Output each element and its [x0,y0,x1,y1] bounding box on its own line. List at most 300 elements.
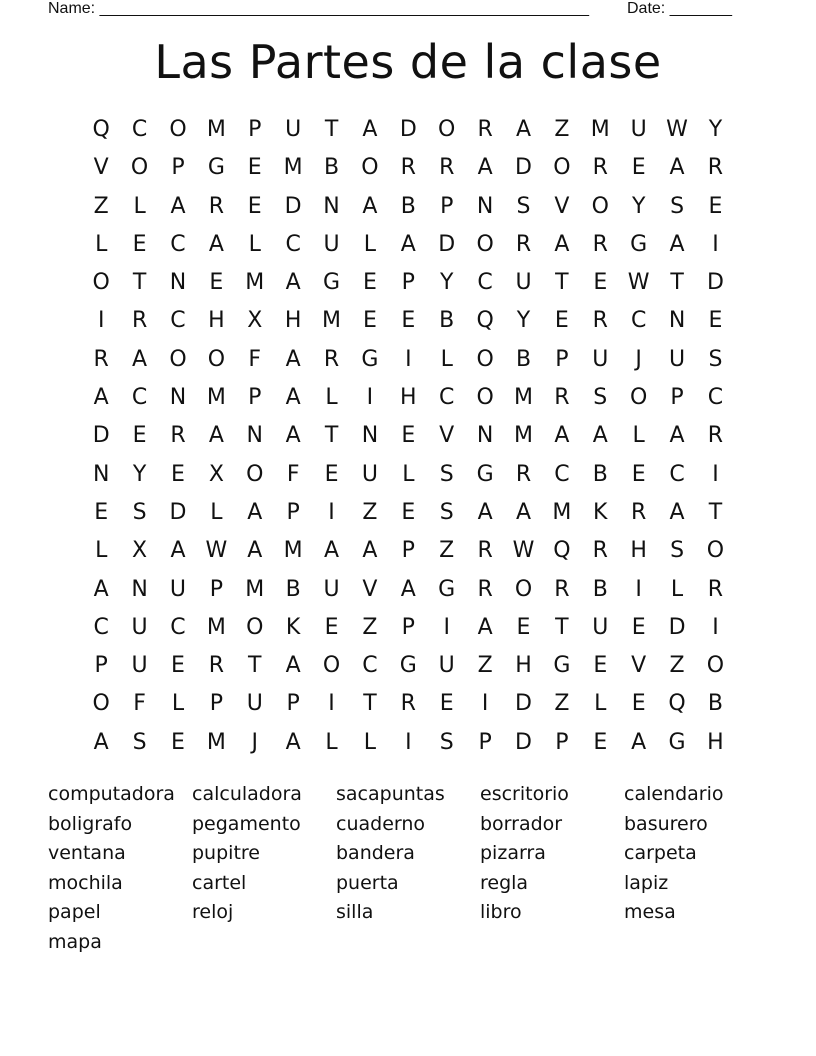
grid-letter: N [92,461,110,487]
grid-letter: C [131,385,148,411]
grid-letter: E [593,653,608,679]
grid-letter: F [133,691,146,717]
grid-letter: E [708,308,723,334]
grid-letter: R [477,117,493,142]
grid-letter: P [401,614,415,640]
grid-letter: A [400,231,416,257]
grid-letter: O [169,117,187,142]
word-bank-item: puerta [336,871,399,894]
grid-letter: M [206,385,226,411]
grid-letter: D [399,117,417,142]
grid-row [82,571,735,609]
word-bank-item: regla [480,871,529,894]
grid-row [82,264,735,302]
grid-letter: A [285,346,301,372]
grid-letter: P [555,346,569,372]
grid-letter: O [591,193,609,219]
word-bank-item: boligrafo [48,812,133,835]
grid-letter: Y [631,193,646,219]
grid-letter: R [554,385,570,411]
grid-letter: C [362,653,378,679]
grid-letter: I [366,385,374,411]
grid-letter: U [630,117,647,142]
grid-letter: G [323,270,341,296]
grid-letter: P [171,155,185,181]
grid-letter: V [554,193,570,219]
grid-letter: S [708,346,723,372]
grid-letter: B [439,308,455,334]
grid-letter: E [708,193,723,219]
grid-letter: E [324,614,339,640]
grid-letter: A [554,231,570,257]
grid-letter: Y [132,461,147,487]
grid-letter: E [554,308,569,334]
name-line: Name: _______________________________________________________ [48,0,589,17]
grid-letter: S [516,193,531,219]
grid-letter: I [405,729,412,755]
grid-letter: O [476,385,494,411]
grid-letter: G [438,576,456,602]
grid-letter: M [590,117,610,142]
grid-letter: L [325,385,338,411]
grid-letter: E [171,461,185,487]
grid-letter: O [630,385,648,411]
grid-letter: D [668,614,686,640]
grid-letter: Z [362,614,378,640]
word-bank-item: lapiz [624,871,669,894]
grid-letter: L [95,231,108,257]
grid-letter: O [476,346,494,372]
grid-letter: A [631,729,647,755]
grid-letter: N [476,193,494,219]
grid-letter: A [247,499,263,525]
grid-letter: R [477,576,493,602]
grid-letter: S [439,729,454,755]
grid-letter: Z [477,653,493,679]
grid-letter: R [208,193,225,219]
grid-letter: D [515,691,532,717]
grid-letter: C [669,461,685,487]
grid-letter: X [132,538,148,564]
grid-letter: A [669,155,685,181]
grid-letter: M [206,117,226,142]
grid-letter: E [362,270,377,296]
word-bank-item: cartel [192,871,247,894]
grid-letter: T [363,691,377,717]
grid-letter: A [208,231,224,257]
grid-letter: V [631,653,647,679]
grid-letter: D [515,729,532,755]
word-bank-item: carpeta [624,842,697,865]
grid-letter: P [209,691,223,717]
grid-letter: A [669,499,685,525]
grid-row [82,724,735,762]
grid-letter: R [131,308,148,334]
grid-letter: U [131,614,148,640]
grid-letter: N [169,270,187,296]
grid-letter: R [208,653,225,679]
grid-letter: E [247,193,262,219]
grid-letter: E [247,155,262,181]
grid-letter: E [171,653,185,679]
grid-letter: D [92,423,110,449]
grid-letter: U [323,231,340,257]
grid-letter: R [439,155,455,181]
word-bank-item: reloj [192,901,234,924]
grid-letter: S [132,729,147,755]
grid-letter: P [478,729,492,755]
grid-letter: H [284,308,302,334]
grid-letter: R [400,691,416,717]
grid-letter: M [514,385,533,411]
grid-letter: A [132,346,148,372]
grid-letter: M [245,270,265,296]
grid-letter: U [246,691,263,717]
grid-letter: A [362,538,378,564]
grid-letter: N [169,385,187,411]
grid-letter: P [401,270,415,296]
grid-letter: T [132,270,147,296]
grid-letter: G [668,729,686,755]
grid-letter: E [401,499,416,525]
grid-letter: N [131,576,148,602]
grid-letter: D [169,499,187,525]
grid-letter: T [324,423,339,449]
grid-letter: B [285,576,301,602]
grid-letter: F [286,461,300,487]
grid-letter: U [361,461,378,487]
grid-letter: C [170,308,186,334]
grid-letter: G [399,653,417,679]
grid-letter: B [592,461,608,487]
grid-letter: U [592,614,609,640]
grid-letter: A [400,576,416,602]
grid-letter: A [324,538,340,564]
grid-letter: C [170,614,186,640]
grid-letter: E [401,423,416,449]
grid-letter: C [93,614,109,640]
grid-letter: J [635,346,642,372]
grid-letter: O [246,461,264,487]
word-bank-item: mesa [624,901,676,924]
grid-letter: Z [669,653,685,679]
grid-letter: E [209,270,224,296]
grid-letter: M [206,614,226,640]
grid-letter: R [515,461,532,487]
grid-letter: Z [554,691,570,717]
grid-letter: U [438,653,455,679]
grid-letter: A [285,653,301,679]
grid-letter: V [93,155,109,181]
grid-letter: Y [708,117,723,142]
grid-letter: P [94,653,108,679]
grid-letter: A [93,729,109,755]
grid-row [82,417,735,455]
grid-letter: G [476,461,494,487]
grid-row [82,302,735,340]
grid-letter: B [515,346,532,372]
grid-letter: M [552,499,572,525]
grid-letter: R [477,538,493,564]
grid-row [82,149,735,187]
grid-row [82,685,735,723]
word-bank-item: bandera [336,842,415,865]
grid-letter: N [323,193,340,219]
grid-letter: A [93,385,109,411]
grid-letter: O [207,346,226,372]
grid-letter: I [635,576,642,602]
grid-letter: E [362,308,377,334]
word-bank-item: pegamento [192,812,301,835]
grid-letter: I [405,346,412,372]
grid-letter: R [93,346,109,372]
grid-letter: C [554,461,570,487]
grid-letter: A [515,499,532,525]
grid-letter: T [248,653,262,679]
grid-row [82,226,735,264]
grid-letter: L [133,193,146,219]
grid-letter: Y [439,270,454,296]
grid-letter: L [594,691,607,717]
grid-letter: L [171,691,185,717]
grid-letter: O [553,155,571,181]
grid-letter: L [363,729,377,755]
grid-letter: T [555,614,569,640]
grid-row [82,111,735,149]
grid-letter: G [361,346,379,372]
grid-letter: A [477,155,493,181]
grid-letter: U [515,270,532,296]
grid-letter: B [323,155,340,181]
grid-letter: O [246,614,264,640]
grid-letter: A [247,538,263,564]
grid-letter: H [208,308,225,334]
grid-letter: A [515,117,532,142]
grid-letter: U [169,576,187,602]
grid-letter: U [285,117,302,142]
grid-letter: T [670,270,684,296]
grid-letter: A [285,729,301,755]
grid-letter: C [439,385,455,411]
grid-letter: P [555,729,569,755]
grid-letter: O [92,691,110,717]
grid-letter: T [708,499,723,525]
grid-letter: Z [554,117,570,142]
word-bank-item: cuaderno [336,812,426,835]
grid-letter: I [712,614,719,640]
grid-letter: N [246,423,263,449]
grid-letter: U [669,346,686,372]
grid-letter: D [515,155,532,181]
word-bank-item: calculadora [192,783,302,805]
grid-letter: R [515,231,532,257]
grid-letter: P [286,691,300,717]
grid-letter: A [285,423,301,449]
grid-letter: A [170,193,186,219]
grid-letter: L [632,423,645,449]
grid-letter: S [439,499,454,525]
grid-letter: Q [553,538,571,564]
grid-letter: A [362,117,378,142]
grid-letter: R [592,231,608,257]
grid-letter: M [245,576,265,602]
grid-letter: J [251,729,258,755]
word-bank-item: borrador [480,812,563,835]
grid-letter: I [328,499,335,525]
grid-letter: L [210,499,223,525]
grid-letter: U [131,653,148,679]
grid-letter: M [322,308,342,334]
grid-letter: P [286,499,300,525]
grid-letter: L [95,538,108,564]
grid-letter: M [283,538,303,564]
grid-letter: O [130,155,149,181]
grid-letter: P [440,193,454,219]
date-line: Date: _______ [627,0,732,17]
grid-letter: O [361,155,379,181]
grid-letter: E [324,461,339,487]
grid-letter: U [323,576,340,602]
grid-letter: K [285,614,301,640]
word-bank-item: silla [336,901,374,924]
grid-letter: W [627,270,650,296]
word-bank-item: mapa [48,930,102,953]
word-bank [48,780,768,958]
grid-letter: V [362,576,378,602]
grid-letter: I [328,691,335,717]
grid-letter: E [631,461,646,487]
grid-letter: L [670,576,684,602]
grid-letter: E [631,614,646,640]
grid-row [82,532,735,570]
grid-letter: C [170,231,186,257]
word-bank-item: calendario [624,783,724,805]
grid-letter: A [554,423,570,449]
grid-letter: R [170,423,186,449]
grid-letter: E [401,308,416,334]
word-bank-item: pizarra [480,842,546,865]
grid-letter: S [439,461,454,487]
grid-letter: R [631,499,647,525]
word-search-grid [82,111,735,762]
grid-letter: A [477,614,493,640]
grid-letter: R [554,576,570,602]
grid-letter: I [443,614,450,640]
grid-letter: H [515,653,532,679]
grid-letter: Q [668,691,686,717]
grid-letter: E [439,691,454,717]
grid-letter: D [284,193,302,219]
grid-letter: O [322,653,341,679]
grid-letter: P [248,117,262,142]
word-bank-item: papel [48,901,101,924]
grid-letter: A [285,385,301,411]
grid-letter: Z [362,499,378,525]
grid-letter: N [668,308,686,334]
grid-letter: E [171,729,185,755]
word-bank-item: pupitre [192,842,260,865]
grid-letter: N [476,423,494,449]
grid-letter: O [476,231,494,257]
grid-letter: Z [439,538,455,564]
grid-letter: A [93,576,109,602]
grid-letter: E [132,423,147,449]
grid-letter: M [283,155,303,181]
grid-letter: T [555,270,569,296]
grid-letter: E [593,270,608,296]
grid-letter: E [516,614,531,640]
word-bank-item: sacapuntas [336,783,445,805]
grid-letter: G [207,155,225,181]
grid-letter: O [514,576,533,602]
grid-letter: A [208,423,224,449]
grid-letter: Z [93,193,109,219]
grid-letter: P [209,576,223,602]
grid-letter: R [592,308,608,334]
grid-letter: R [707,423,724,449]
grid-letter: S [670,193,685,219]
grid-letter: E [94,499,109,525]
grid-letter: B [707,691,723,717]
grid-letter: Q [476,308,494,334]
grid-letter: P [670,385,684,411]
grid-letter: P [401,538,415,564]
grid-letter: C [477,270,493,296]
grid-letter: M [206,729,226,755]
grid-letter: O [706,653,725,679]
grid-letter: L [402,461,415,487]
grid-letter: A [285,270,301,296]
grid-letter: H [630,538,647,564]
grid-letter: R [400,155,416,181]
grid-letter: I [712,461,719,487]
grid-letter: O [169,346,187,372]
grid-letter: A [477,499,493,525]
grid-letter: I [712,231,719,257]
grid-letter: L [325,729,338,755]
grid-letter: N [361,423,379,449]
grid-row [82,379,735,417]
grid-row [82,647,735,685]
grid-letter: G [630,231,648,257]
grid-letter: O [706,538,725,564]
word-bank-item: mochila [48,871,123,894]
grid-letter: R [592,155,608,181]
grid-letter: R [707,576,724,602]
grid-letter: W [666,117,688,142]
grid-row [82,456,735,494]
grid-letter: C [630,308,647,334]
grid-letter: A [669,423,685,449]
grid-letter: U [592,346,609,372]
grid-letter: E [631,691,646,717]
grid-letter: L [248,231,261,257]
grid-letter: C [131,117,148,142]
grid-row [82,609,735,647]
grid-letter: F [248,346,262,372]
grid-letter: B [400,193,416,219]
grid-letter: E [631,155,646,181]
grid-letter: Q [92,117,110,142]
word-bank-item: escritorio [480,783,569,805]
grid-letter: O [438,117,456,142]
grid-letter: X [247,308,263,334]
grid-letter: S [132,499,147,525]
grid-letter: P [248,385,262,411]
page-title: Las Partes de la clase [154,35,662,89]
grid-letter: E [593,729,608,755]
grid-letter: S [670,538,685,564]
